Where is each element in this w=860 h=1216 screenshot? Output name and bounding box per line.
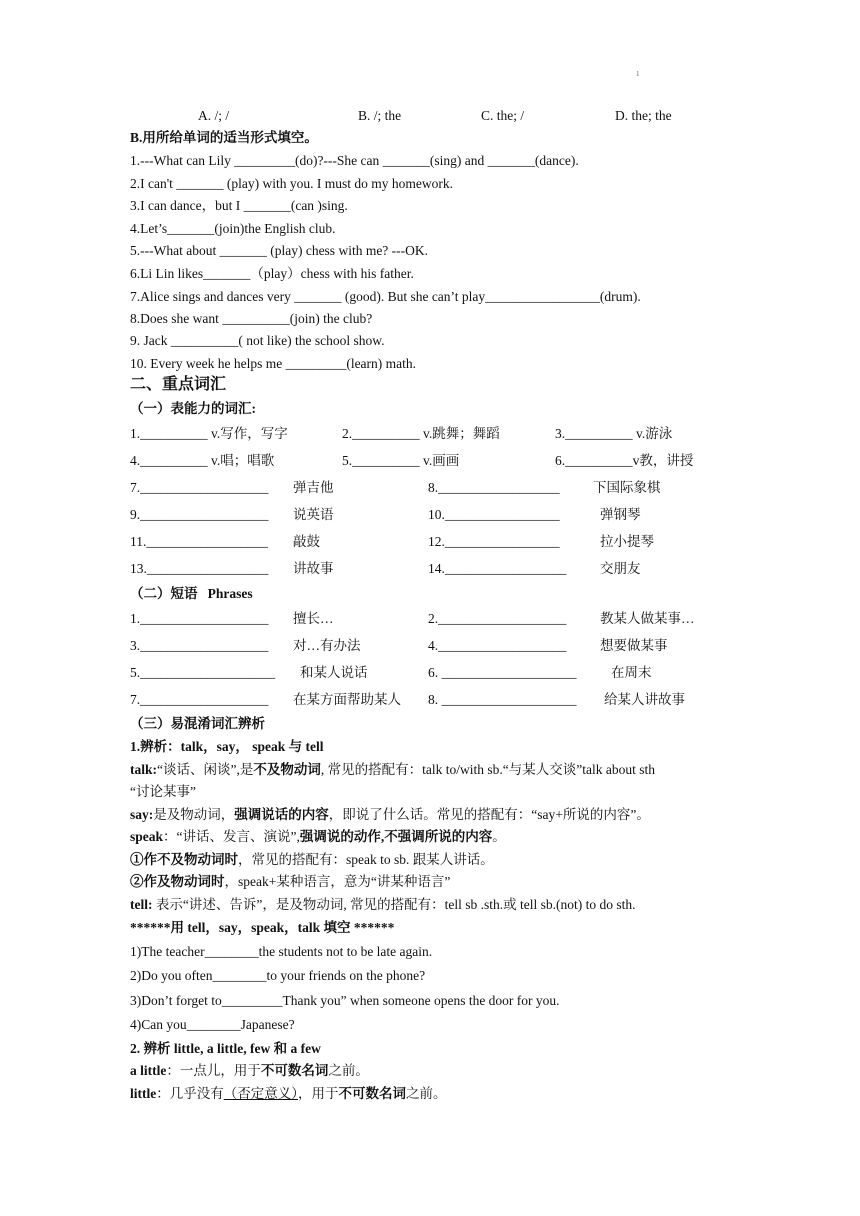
subtopic-1-title: 1.辨析：talk，say， speak 与 tell — [130, 739, 324, 754]
vocab-meaning: 讲故事 — [293, 561, 334, 576]
vocab-item: 6.__________v教，讲授 — [555, 453, 694, 468]
vocab-blank: 11.__________________ — [130, 534, 268, 549]
phrase-blank: 1.___________________ — [130, 611, 269, 626]
vocab-meaning: 敲鼓 — [293, 534, 320, 549]
a-little-text: 之前。 — [328, 1063, 369, 1078]
exercise-item: 6.Li Lin likes_______（play）chess with his father. — [130, 266, 414, 281]
speak-text: ：“讲话、发言、演说”, — [163, 829, 300, 844]
phrase-meaning: 教某人做某事… — [600, 611, 695, 626]
exercise-item: 2.I can't _______ (play) with you. I must do my homework. — [130, 176, 454, 191]
vocab-meaning: 说英语 — [293, 507, 334, 522]
little-text: ：几乎没有 — [156, 1086, 224, 1101]
option-a: A. /; / — [198, 108, 230, 123]
vocab-blank: 13.__________________ — [130, 561, 269, 576]
section-b-title: B.用所给单词的适当形式填空。 — [130, 130, 318, 145]
fill-exercise: 4)Can you________Japanese? — [130, 1017, 295, 1032]
option-c: C. the; / — [481, 108, 525, 123]
tell-text: 表示“讲述、告诉”，是及物动词, 常见的搭配有：tell sb .sth.或 tell sb.(not) to do sth. — [152, 897, 636, 912]
vocab-blank: 12._________________ — [428, 534, 560, 549]
exercise-title: ******用 tell，say，speak，talk 填空 ****** — [130, 920, 395, 935]
part-1-title: （一）表能力的词汇: — [130, 401, 256, 416]
little-text: ，用于 — [298, 1086, 339, 1101]
say-text: 是及物动词， — [153, 807, 235, 822]
vocab-blank: 7.___________________ — [130, 480, 269, 495]
little-text: 之前。 — [406, 1086, 447, 1101]
a-little-term: a little — [130, 1063, 167, 1078]
talk-emphasis: 不及物动词 — [253, 762, 321, 777]
phrase-meaning: 在某方面帮助某人 — [293, 692, 401, 707]
vocab-item: 2.__________ v.跳舞；舞蹈 — [342, 426, 500, 441]
page-number: 1 — [636, 70, 640, 78]
vocab-item: 1.__________ v.写作，写字 — [130, 426, 288, 441]
phrase-meaning: 想要做某事 — [600, 638, 668, 653]
exercise-item: 7.Alice sings and dances very _______ (good). But she can’t play_________________(drum). — [130, 289, 641, 304]
vocab-meaning: 拉小提琴 — [600, 534, 654, 549]
little-emphasis: 不可数名词 — [338, 1086, 406, 1101]
talk-definition-cont: “讨论某事” — [130, 784, 196, 799]
exercise-item: 9. Jack __________( not like) the school show. — [130, 333, 385, 348]
fill-exercise: 3)Don’t forget to_________Thank you” when someone opens the door for you. — [130, 993, 560, 1008]
part-2-title-cn: （二）短语 — [130, 586, 198, 601]
phrase-blank: 5.____________________ — [130, 665, 276, 680]
say-definition — [130, 806, 650, 824]
talk-term: talk: — [130, 762, 157, 777]
usage-label: ①作不及物动词时 — [130, 852, 238, 867]
little-negative-note: （否定意义） — [223, 1086, 298, 1101]
speak-usage-1 — [130, 851, 494, 869]
exercise-item: 1.---What can Lily _________(do)?---She can _______(sing) and _______(dance). — [130, 153, 579, 168]
say-term: say: — [130, 807, 154, 822]
phrase-meaning: 在周末 — [611, 665, 652, 680]
phrase-blank: 4.___________________ — [428, 638, 567, 653]
part-2-title-en: Phrases — [207, 586, 253, 601]
vocab-meaning: 交朋友 — [600, 561, 641, 576]
exercise-item: 3.I can dance，but I _______(can )sing. — [130, 198, 348, 213]
option-b: B. /; the — [358, 108, 402, 123]
speak-term: speak — [130, 829, 164, 844]
a-little-definition — [130, 1062, 369, 1080]
fill-exercise: 2)Do you often________to your friends on the phone? — [130, 968, 426, 983]
vocab-blank: 9.___________________ — [130, 507, 269, 522]
vocab-meaning: 弹钢琴 — [600, 507, 641, 522]
vocab-blank: 14.__________________ — [428, 561, 567, 576]
speak-emphasis: 强调说的动作,不强调所说的内容 — [299, 829, 493, 844]
part-3-title: （三）易混淆词汇辨析 — [130, 716, 265, 731]
vocab-item: 3.__________ v.游泳 — [555, 426, 673, 441]
phrase-meaning: 给某人讲故事 — [604, 692, 685, 707]
fill-exercise: 1)The teacher________the students not to be late again. — [130, 944, 433, 959]
speak-text: 。 — [492, 829, 506, 844]
tell-term: tell: — [130, 897, 153, 912]
phrase-blank: 3.___________________ — [130, 638, 269, 653]
part-2-title — [130, 585, 253, 603]
subtopic-2-title: 2. 辨析 little, a little, few 和 a few — [130, 1041, 321, 1056]
vocab-meaning: 弹吉他 — [293, 480, 334, 495]
usage-label: ②作及物动词时 — [130, 874, 225, 889]
exercise-item: 4.Let’s_______(join)the English club. — [130, 221, 336, 236]
option-d: D. the; the — [615, 108, 672, 123]
phrase-blank: 7.___________________ — [130, 692, 269, 707]
exercise-item: 8.Does she want __________(join) the club? — [130, 311, 373, 326]
vocab-blank: 10._________________ — [428, 507, 560, 522]
phrase-blank: 2.___________________ — [428, 611, 567, 626]
talk-text: “谈话、闲谈”,是 — [157, 762, 254, 777]
little-definition — [130, 1085, 447, 1103]
phrase-blank: 6. ____________________ — [428, 665, 577, 680]
phrase-meaning: 对…有办法 — [293, 638, 361, 653]
phrase-meaning: 和某人说话 — [300, 665, 368, 680]
little-term: little — [130, 1086, 157, 1101]
talk-definition — [130, 761, 655, 779]
talk-text: , 常见的搭配有：talk to/with sb.“与某人交谈”talk about sth — [320, 762, 655, 777]
vocab-item: 4.__________ v.唱；唱歌 — [130, 453, 275, 468]
usage-text: ，speak+某种语言，意为“讲某种语言” — [224, 874, 451, 889]
a-little-text: ：一点儿，用于 — [166, 1063, 261, 1078]
vocab-item: 5.__________ v.画画 — [342, 453, 460, 468]
phrase-meaning: 擅长… — [293, 611, 334, 626]
speak-usage-2 — [130, 873, 450, 891]
exercise-item: 10. Every week he helps me _________(learn) math. — [130, 356, 417, 371]
phrase-blank: 8. ____________________ — [428, 692, 577, 707]
exercise-item: 5.---What about _______ (play) chess with me? ---OK. — [130, 243, 429, 258]
speak-definition — [130, 828, 506, 846]
say-text: ，即说了什么话。常见的搭配有：“say+所说的内容”。 — [328, 807, 650, 822]
say-emphasis: 强调说话的内容 — [234, 807, 329, 822]
vocab-meaning: 下国际象棋 — [593, 480, 661, 495]
tell-definition — [130, 896, 635, 914]
a-little-emphasis: 不可数名词 — [260, 1063, 329, 1078]
usage-text: ，常见的搭配有：speak to sb. 跟某人讲话。 — [238, 852, 494, 867]
section-2-title: 二、重点词汇 — [130, 376, 227, 393]
vocab-blank: 8.__________________ — [428, 480, 560, 495]
